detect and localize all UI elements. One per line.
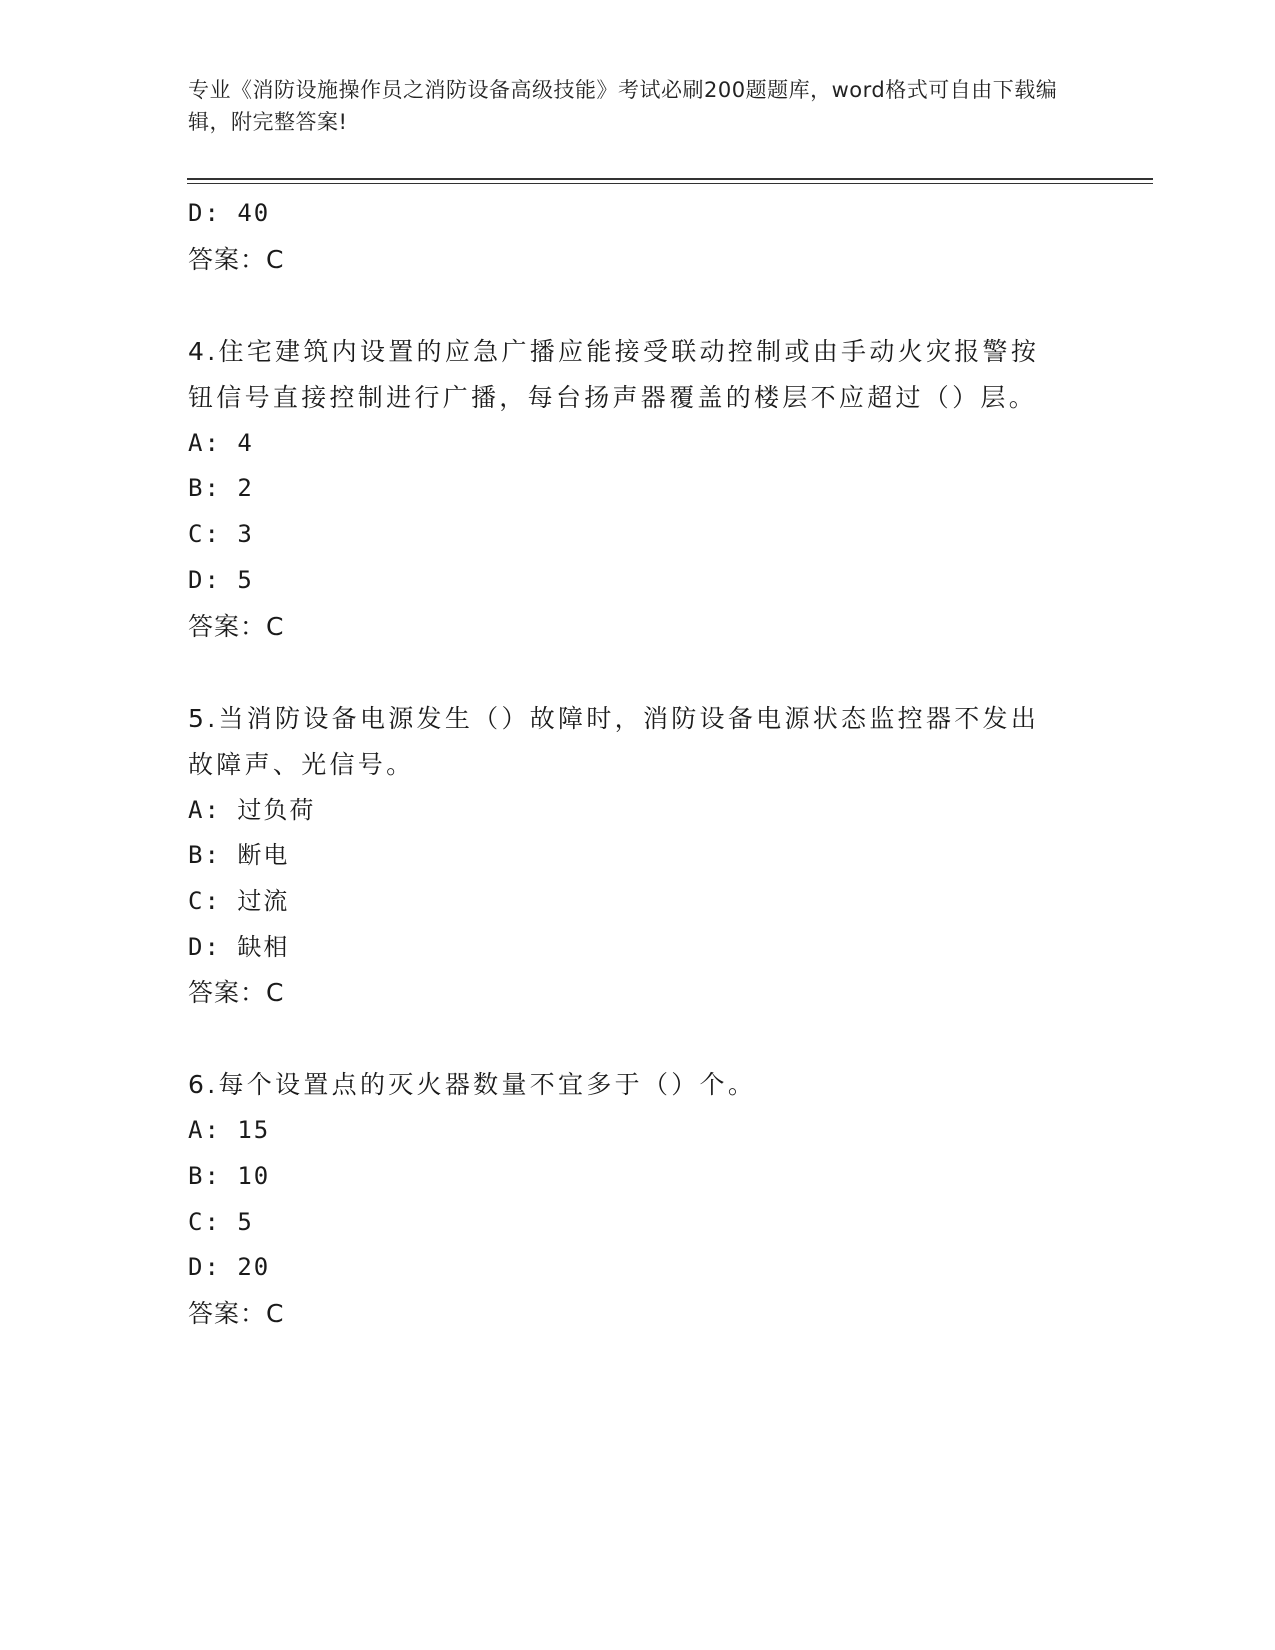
answer-line: 答案：C (188, 1299, 285, 1329)
answer-line: 答案：C (188, 244, 285, 274)
answer-line: 答案：C (188, 978, 285, 1008)
question-block-5 (188, 696, 1068, 1017)
answer-line: 答案：C (188, 611, 285, 641)
spacer (188, 1016, 1068, 1062)
question-stem-continued: 钮信号直接控制进行广播，每台扬声器覆盖的楼层不应超过（）层。 (188, 382, 1038, 412)
option-c: C: 3 (188, 520, 254, 549)
option-d: D: 5 (188, 565, 254, 594)
option-c: C: 5 (188, 1207, 254, 1236)
option-a: A: 过负荷 (188, 795, 316, 824)
question-stem: 4.住宅建筑内设置的应急广播应能接受联动控制或由手动火灾报警按 (188, 336, 1040, 366)
spacer (188, 650, 1068, 696)
document-body (188, 191, 1068, 1337)
option-b: B: 断电 (188, 841, 290, 870)
option-d: D: 40 (188, 199, 271, 227)
option-b: B: 2 (188, 474, 254, 503)
header-divider-thin (187, 183, 1153, 184)
spacer (188, 283, 1068, 329)
question-stem-continued: 故障声、光信号。 (188, 749, 415, 779)
page-header-title: 专业《消防设施操作员之消防设备高级技能》考试必刷200题题库，word格式可自由下载编辑，附完整答案! (188, 78, 1058, 134)
question-block-4 (188, 329, 1068, 650)
question-stem: 5.当消防设备电源发生（）故障时，消防设备电源状态监控器不发出 (188, 703, 1040, 733)
option-d: D: 20 (188, 1253, 271, 1282)
question-stem: 6.每个设置点的灭火器数量不宜多于（）个。 (188, 1070, 757, 1100)
question-block-6 (188, 1062, 1068, 1337)
option-c: C: 过流 (188, 886, 290, 915)
option-a: A: 4 (188, 428, 254, 457)
option-a: A: 15 (188, 1116, 271, 1145)
option-b: B: 10 (188, 1162, 271, 1191)
header-divider (187, 178, 1153, 180)
option-d: D: 缺相 (188, 932, 290, 961)
